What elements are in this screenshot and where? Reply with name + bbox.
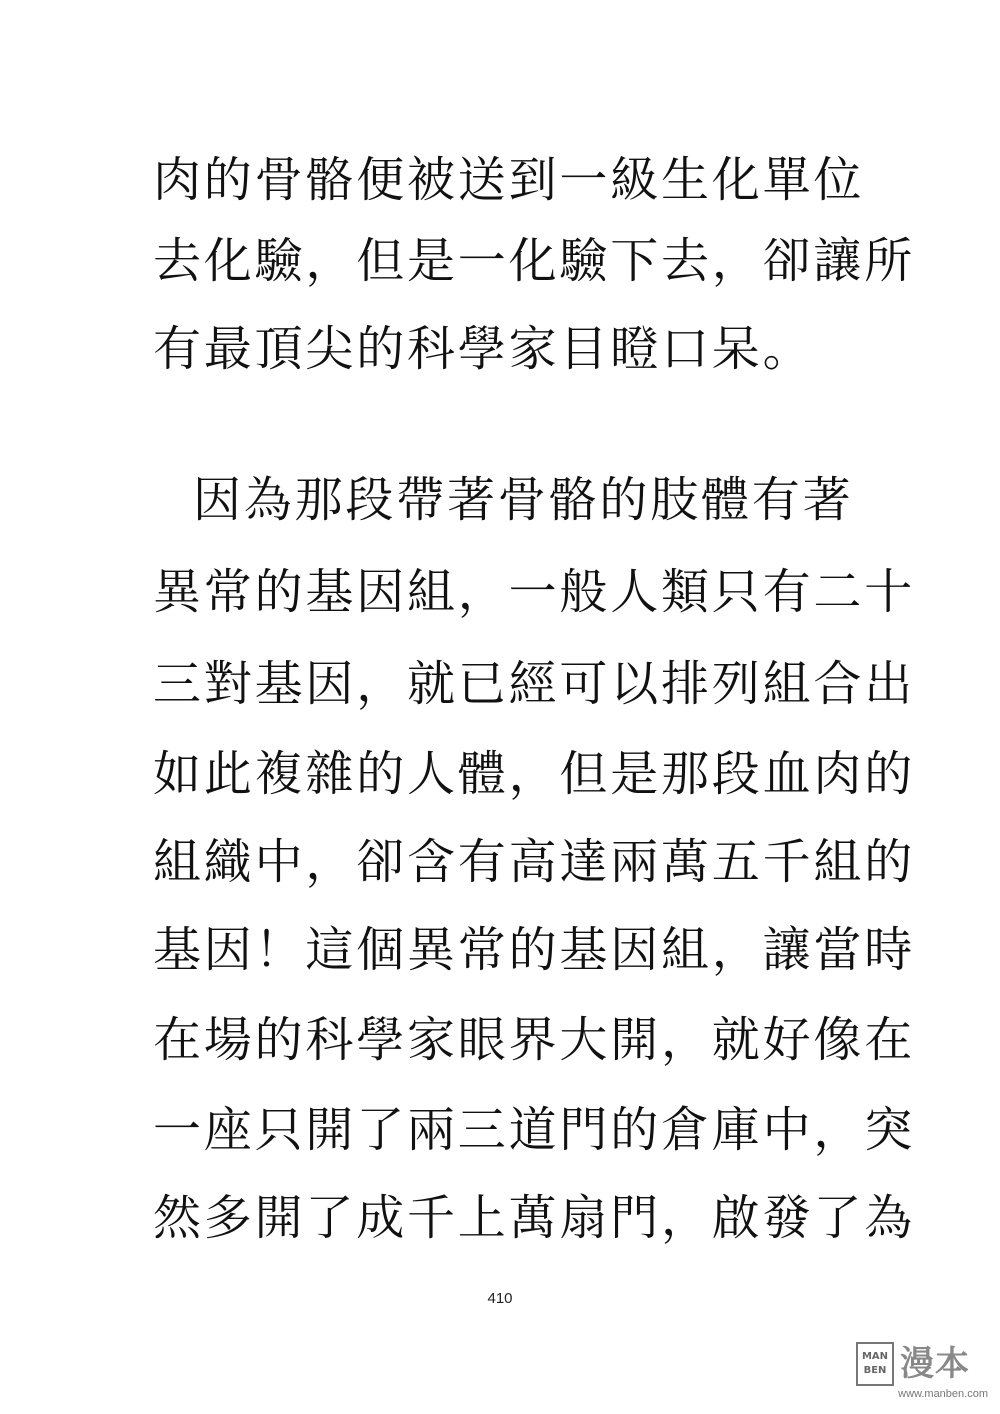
text-line: 異常的基因組，一般人類只有二十 bbox=[153, 564, 916, 620]
text-line: 去化驗，但是一化驗下去，卻讓所 bbox=[153, 233, 916, 289]
watermark bbox=[856, 1342, 988, 1402]
text-line: 因為那段帶著骨骼的肢體有著 bbox=[193, 472, 854, 528]
text-line: 如此複雜的人體，但是那段血肉的 bbox=[153, 746, 916, 802]
watermark-logo-top: MAN bbox=[861, 1351, 889, 1362]
text-line: 基因！這個異常的基因組，讓當時 bbox=[153, 922, 916, 978]
text-line: 組織中，卻含有高達兩萬五千組的 bbox=[153, 834, 916, 890]
text-line: 有最頂尖的科學家目瞪口呆。 bbox=[153, 321, 814, 377]
text-line: 然多開了成千上萬扇門，啟發了為 bbox=[153, 1190, 916, 1246]
watermark-url: www.manben.com bbox=[898, 1388, 988, 1400]
watermark-logo bbox=[856, 1342, 894, 1386]
watermark-logo-bottom: BEN bbox=[863, 1365, 887, 1376]
page-number: 410 bbox=[487, 1290, 513, 1307]
text-line: 在場的科學家眼界大開，就好像在 bbox=[153, 1012, 916, 1068]
text-line: 三對基因，就已經可以排列組合出 bbox=[153, 656, 916, 712]
text-line: 一座只開了兩三道門的倉庫中，突 bbox=[153, 1102, 916, 1158]
text-line: 肉的骨骼便被送到一級生化單位 bbox=[153, 152, 865, 208]
watermark-text: 漫本 bbox=[900, 1344, 970, 1384]
